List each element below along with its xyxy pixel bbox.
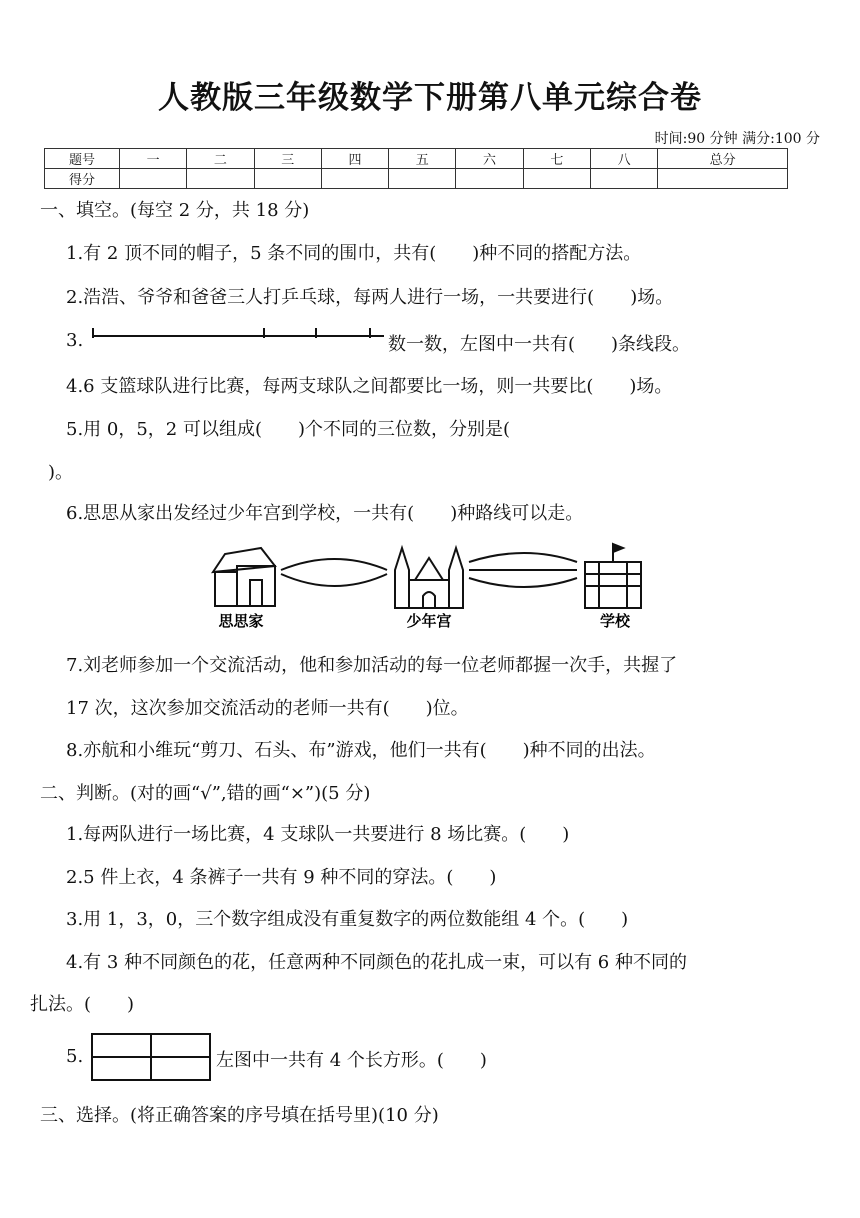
score-cell[interactable] <box>321 169 388 189</box>
road-paths-1 <box>281 559 387 586</box>
score-cell[interactable] <box>523 169 590 189</box>
score-cell[interactable] <box>389 169 456 189</box>
judge-question-3: 3.用 1，3，0，三个数字组成没有重复数字的两位数能组 4 个。( ) <box>66 909 629 930</box>
judge-question-1: 1.每两队进行一场比赛，4 支球队一共要进行 8 场比赛。( ) <box>66 824 570 845</box>
score-table-col: 二 <box>187 149 254 169</box>
score-table-score-row <box>45 169 788 189</box>
score-table-header-row <box>45 149 788 169</box>
section1-heading: 一、填空。(每空 2 分，共 18 分) <box>40 200 310 221</box>
house-icon <box>213 548 275 606</box>
score-table-col: 一 <box>120 149 187 169</box>
score-table-header-label: 题号 <box>45 149 120 169</box>
fill-question-7-line2: 17 次，这次参加交流活动的老师一共有( )位。 <box>66 698 469 719</box>
score-cell[interactable] <box>590 169 657 189</box>
road-paths-2 <box>469 553 577 587</box>
judge-question-5-number: 5. <box>66 1046 84 1067</box>
score-cell[interactable] <box>456 169 523 189</box>
fill-question-3-text: 数一数，左图中一共有( )条线段。 <box>388 334 691 355</box>
score-cell[interactable] <box>187 169 254 189</box>
score-cell[interactable] <box>120 169 187 189</box>
rectangle-figure <box>90 1032 212 1082</box>
judge-question-2: 2.5 件上衣，4 条裤子一共有 9 种不同的穿法。( ) <box>66 867 497 888</box>
score-table-col: 三 <box>254 149 321 169</box>
fill-question-6: 6.思思从家出发经过少年宫到学校，一共有( )种路线可以走。 <box>66 503 584 524</box>
page-title: 人教版三年级数学下册第八单元综合卷 <box>158 80 702 116</box>
score-table <box>44 148 788 189</box>
judge-question-4-line1: 4.有 3 种不同颜色的花，任意两种不同颜色的花扎成一束，可以有 6 种不同的 <box>66 952 687 973</box>
route-label-youth-palace: 少年宫 <box>406 612 452 630</box>
score-table-col: 四 <box>321 149 388 169</box>
fill-question-3-number: 3. <box>66 330 84 351</box>
school-icon <box>585 544 641 608</box>
fill-question-5-line2: )。 <box>48 462 74 483</box>
score-cell[interactable] <box>254 169 321 189</box>
route-illustration <box>205 540 645 632</box>
judge-question-4-line2: 扎法。( ) <box>30 994 135 1015</box>
route-label-school: 学校 <box>599 612 631 630</box>
route-label-home: 思思家 <box>218 612 264 630</box>
score-table-col: 五 <box>389 149 456 169</box>
fill-question-8: 8.亦航和小维玩“剪刀、石头、布”游戏，他们一共有( )种不同的出法。 <box>66 740 656 761</box>
section3-heading: 三、选择。(将正确答案的序号填在括号里)(10 分) <box>40 1105 439 1126</box>
palace-icon <box>395 548 463 608</box>
judge-question-5-text: 左图中一共有 4 个长方形。( ) <box>216 1050 487 1071</box>
score-table-col: 六 <box>456 149 523 169</box>
fill-question-4: 4.6 支篮球队进行比赛，每两支球队之间都要比一场，则一共要比( )场。 <box>66 376 673 397</box>
section2-heading: 二、判断。(对的画“√”,错的画“×”)(5 分) <box>40 783 371 804</box>
score-cell[interactable] <box>658 169 788 189</box>
fill-question-2: 2.浩浩、爷爷和爸爸三人打乒乓球，每两人进行一场，一共要进行( )场。 <box>66 287 674 308</box>
fill-question-5-line1: 5.用 0，5，2 可以组成( )个不同的三位数，分别是( <box>66 419 511 440</box>
score-table-row-label: 得分 <box>45 169 120 189</box>
exam-meta: 时间:90 分钟 满分:100 分 <box>654 131 820 147</box>
score-table-col: 八 <box>590 149 657 169</box>
line-segment-figure <box>90 322 386 344</box>
fill-question-1: 1.有 2 顶不同的帽子，5 条不同的围巾，共有( )种不同的搭配方法。 <box>66 243 642 264</box>
score-table-col: 总分 <box>658 149 788 169</box>
fill-question-7-line1: 7.刘老师参加一个交流活动，他和参加活动的每一位老师都握一次手，共握了 <box>66 655 678 676</box>
score-table-col: 七 <box>523 149 590 169</box>
